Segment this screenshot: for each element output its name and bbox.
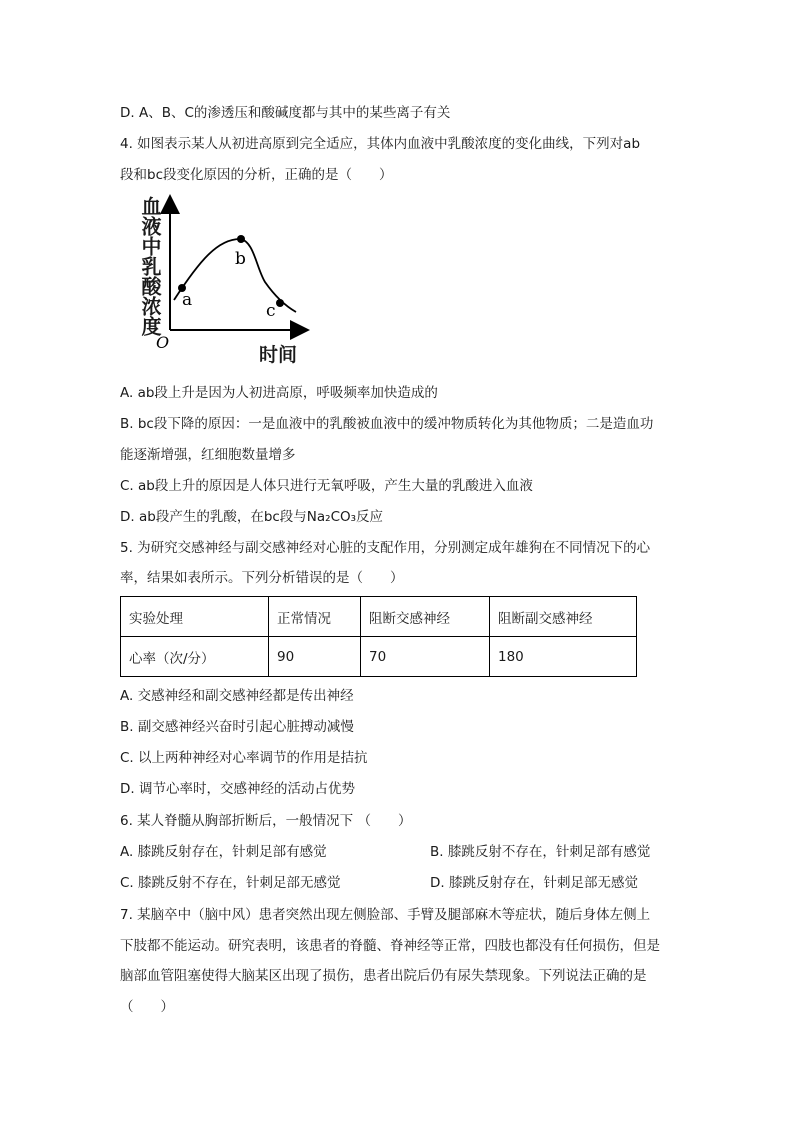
point-c xyxy=(276,299,284,307)
q6-option-d: D. 膝跳反射存在，针刺足部无感觉 xyxy=(430,875,638,891)
table-header-cell: 正常情况 xyxy=(269,597,361,637)
q5-stem-line2: 率，结果如表所示。下列分析错误的是（ ） xyxy=(120,570,404,586)
q6-stem: 6. 某人脊髓从胸部折断后，一般情况下 （ ） xyxy=(120,813,412,829)
table-cell: 180 xyxy=(490,637,637,677)
q6-option-b: B. 膝跳反射不存在，针刺足部有感觉 xyxy=(430,844,651,860)
q5-option-d: D. 调节心率时，交感神经的活动占优势 xyxy=(120,781,355,797)
q6-option-a: A. 膝跳反射存在，针刺足部有感觉 xyxy=(120,844,327,860)
q4-option-c: C. ab段上升的原因是人体只进行无氧呼吸，产生大量的乳酸进入血液 xyxy=(120,478,533,494)
y-axis-label: 血液中乳酸浓度 xyxy=(138,196,162,336)
table-cell: 90 xyxy=(269,637,361,677)
q3-option-d: D. A、B、C的渗透压和酸碱度都与其中的某些离子有关 xyxy=(120,105,451,121)
table-header-cell: 阻断副交感神经 xyxy=(490,597,637,637)
label-a: a xyxy=(182,290,193,310)
q4-option-d: D. ab段产生的乳酸，在bc段与Na₂CO₃反应 xyxy=(120,509,384,525)
q5-option-b: B. 副交感神经兴奋时引起心脏搏动减慢 xyxy=(120,719,354,735)
q4-stem-line1: 4. 如图表示某人从初进高原到完全适应，其体内血液中乳酸浓度的变化曲线，下列对ab xyxy=(120,136,641,152)
q7-stem-line3: 脑部血管阻塞使得大脑某区出现了损伤，患者出院后仍有尿失禁现象。下列说法正确的是 xyxy=(120,968,647,984)
heart-rate-table xyxy=(120,596,637,677)
table-header-cell: 实验处理 xyxy=(121,597,269,637)
q7-stem-line4: （ ） xyxy=(120,999,174,1015)
q4-option-a: A. ab段上升是因为人初进高原，呼吸频率加快造成的 xyxy=(120,385,438,401)
table-header-cell: 阻断交感神经 xyxy=(361,597,490,637)
q4-option-b-line2: 能逐渐增强，红细胞数量增多 xyxy=(120,447,296,463)
q5-stem-line1: 5. 为研究交感神经与副交感神经对心脏的支配作用，分别测定成年雄狗在不同情况下的心 xyxy=(120,540,651,556)
table-cell: 70 xyxy=(361,637,490,677)
point-b xyxy=(237,235,245,243)
origin-label: O xyxy=(156,333,170,352)
q4-option-b-line1: B. bc段下降的原因：一是血液中的乳酸被血液中的缓冲物质转化为其他物质；二是造血功 xyxy=(120,416,654,432)
q7-stem-line1: 7. 某脑卒中（脑中风）患者突然出现左侧脸部、手臂及腿部麻木等症状，随后身体左侧上 xyxy=(120,907,651,923)
label-c: c xyxy=(266,301,276,321)
table-row xyxy=(121,637,637,677)
x-axis-label: 时间 xyxy=(259,344,298,366)
q6-option-c: C. 膝跳反射不存在，针刺足部无感觉 xyxy=(120,875,341,891)
table-header-row xyxy=(121,597,637,637)
q5-option-c: C. 以上两种神经对心率调节的作用是拮抗 xyxy=(120,750,368,766)
q4-stem-line2: 段和bc段变化原因的分析，正确的是（ ） xyxy=(120,167,393,183)
q5-option-a: A. 交感神经和副交感神经都是传出神经 xyxy=(120,688,354,704)
label-b: b xyxy=(235,249,246,269)
q7-stem-line2: 下肢都不能运动。研究表明，该患者的脊髓、脊神经等正常，四肢也都没有任何损伤，但是 xyxy=(120,938,660,954)
table-cell: 心率（次/分） xyxy=(121,637,269,677)
